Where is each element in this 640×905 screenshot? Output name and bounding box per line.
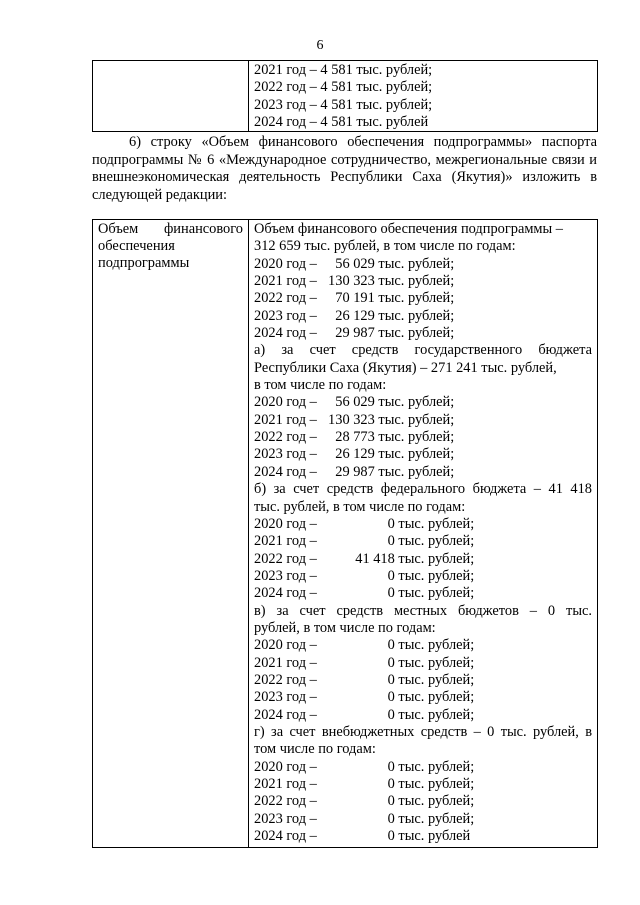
year-label: 2021 год – xyxy=(254,654,317,671)
year-funding-line xyxy=(254,707,592,724)
table-row xyxy=(93,220,598,848)
amount-value: 0 xyxy=(387,706,395,723)
top-table xyxy=(92,60,598,132)
section-a-heading: а) за счет средств государственного бюджета xyxy=(254,342,592,359)
unit-label: тыс. рублей; xyxy=(394,637,475,654)
amount-value: 0 xyxy=(387,637,395,654)
section-a-rows xyxy=(254,394,592,481)
section-b-heading: тыс. рублей, в том числе по годам: xyxy=(254,498,466,515)
unit-label: тыс. рублей; xyxy=(394,585,475,602)
year-funding-line xyxy=(254,308,592,325)
amount-value: 26 129 xyxy=(335,307,375,324)
amount-value: 29 987 xyxy=(335,463,375,480)
year-funding-line xyxy=(254,585,592,602)
funding-line: 2024 год – 4 581 тыс. рублей xyxy=(254,114,429,131)
year-label: 2021 год – xyxy=(254,411,317,428)
section-b-heading: б) за счет средств федерального бюджета – 41 418 xyxy=(254,481,592,498)
unit-label: тыс. рублей; xyxy=(374,325,455,342)
unit-label: тыс. рублей; xyxy=(374,290,455,307)
year-funding-line xyxy=(254,290,592,307)
year-label: 2021 год – xyxy=(254,273,317,290)
amount-value: 29 987 xyxy=(335,325,375,342)
amount-value: 0 xyxy=(387,515,395,532)
year-funding-line xyxy=(254,273,592,290)
amount-value: 0 xyxy=(387,567,395,584)
year-label: 2021 год – xyxy=(254,776,317,792)
section-b-rows xyxy=(254,516,592,603)
year-funding-line xyxy=(254,412,592,429)
amount-value: 0 xyxy=(387,828,395,845)
totals-block xyxy=(254,256,592,343)
unit-label: тыс. рублей; xyxy=(374,394,455,411)
unit-label: тыс. рублей; xyxy=(374,429,455,446)
amount-value: 0 xyxy=(387,776,395,792)
amount-value: 56 029 xyxy=(335,394,375,411)
year-funding-line xyxy=(254,446,592,463)
year-funding-line xyxy=(254,325,592,342)
year-funding-line xyxy=(254,689,592,706)
amount-value: 0 xyxy=(387,810,395,827)
year-label: 2021 год – xyxy=(254,533,317,550)
year-funding-line xyxy=(254,394,592,411)
year-label: 2023 год – xyxy=(254,810,317,827)
unit-label: тыс. рублей; xyxy=(374,463,455,480)
section-g-heading: том числе по годам: xyxy=(254,741,376,758)
table-content-cell xyxy=(249,220,598,848)
amount-value: 0 xyxy=(387,758,395,775)
year-label: 2024 год – xyxy=(254,585,317,602)
table-label-cell xyxy=(93,61,249,132)
year-funding-line xyxy=(254,811,592,828)
table-label-cell xyxy=(93,220,249,848)
unit-label: тыс. рублей; xyxy=(374,307,455,324)
year-label: 2023 год – xyxy=(254,567,317,584)
year-label: 2022 год – xyxy=(254,550,317,567)
year-funding-line xyxy=(254,828,592,845)
amount-value: 0 xyxy=(387,654,395,671)
year-funding-line xyxy=(254,464,592,481)
section-a-heading: Республики Саха (Якутия) – 271 241 тыс. рублей, xyxy=(254,359,557,376)
section-g-rows xyxy=(254,759,592,846)
intro-line: 312 659 тыс. рублей, в том числе по годам: xyxy=(254,238,516,255)
amount-value: 0 xyxy=(387,671,395,688)
year-label: 2024 год – xyxy=(254,706,317,723)
year-funding-line xyxy=(254,759,592,776)
year-label: 2022 год – xyxy=(254,290,317,307)
unit-label: тыс. рублей; xyxy=(394,550,475,567)
year-label: 2022 год – xyxy=(254,793,317,810)
year-funding-line xyxy=(254,568,592,585)
amendment-paragraph: 6) строку «Объем финансового обеспечения подпрограммы» паспорта подпрограммы № 6 «Международное сотрудничество, межрегиональные связи и внешнеэкономическая деятельность Республики Саха (Якутия)» изложить в следующей редакции: xyxy=(92,134,597,203)
year-funding-line xyxy=(254,256,592,273)
unit-label: тыс. рублей; xyxy=(394,689,475,706)
section-v-heading: в) за счет средств местных бюджетов – 0 тыс. xyxy=(254,602,592,619)
year-label: 2024 год – xyxy=(254,325,317,342)
main-table xyxy=(92,219,598,848)
funding-line: 2021 год – 4 581 тыс. рублей; xyxy=(254,62,433,78)
table-row xyxy=(93,61,598,132)
year-funding-line xyxy=(254,793,592,810)
year-funding-line xyxy=(254,672,592,689)
unit-label: тыс. рублей; xyxy=(394,671,475,688)
unit-label: тыс. рублей; xyxy=(394,776,475,792)
unit-label: тыс. рублей; xyxy=(374,255,455,272)
year-funding-line xyxy=(254,551,592,568)
unit-label: тыс. рублей; xyxy=(394,706,475,723)
amount-value: 130 323 xyxy=(328,411,375,428)
amount-value: 41 418 xyxy=(355,550,395,567)
year-label: 2024 год – xyxy=(254,828,317,845)
year-funding-line xyxy=(254,637,592,654)
unit-label: тыс. рублей; xyxy=(394,515,475,532)
year-funding-line xyxy=(254,776,592,793)
amount-value: 56 029 xyxy=(335,255,375,272)
unit-label: тыс. рублей; xyxy=(394,533,475,550)
amount-value: 130 323 xyxy=(328,273,375,290)
section-g-heading: г) за счет внебюджетных средств – 0 тыс. рублей, в xyxy=(254,723,592,740)
amount-value: 0 xyxy=(387,793,395,810)
year-funding-line xyxy=(254,516,592,533)
amount-value: 0 xyxy=(387,533,395,550)
amount-value: 26 129 xyxy=(335,446,375,463)
unit-label: тыс. рублей; xyxy=(374,411,455,428)
unit-label: тыс. рублей; xyxy=(374,273,455,290)
amount-value: 70 191 xyxy=(335,290,375,307)
row-label: Объем финансового обеспечения подпрограммы xyxy=(98,221,243,271)
year-label: 2022 год – xyxy=(254,429,317,446)
year-label: 2020 год – xyxy=(254,637,317,654)
section-a-heading: в том числе по годам: xyxy=(254,377,387,394)
unit-label: тыс. рублей; xyxy=(374,446,455,463)
year-label: 2020 год – xyxy=(254,515,317,532)
funding-line: 2023 год – 4 581 тыс. рублей; xyxy=(254,96,433,113)
year-label: 2020 год – xyxy=(254,394,317,411)
amount-value: 0 xyxy=(387,689,395,706)
unit-label: тыс. рублей; xyxy=(394,810,475,827)
section-v-rows xyxy=(254,637,592,724)
year-label: 2023 год – xyxy=(254,689,317,706)
unit-label: тыс. рублей; xyxy=(394,567,475,584)
year-label: 2023 год – xyxy=(254,307,317,324)
year-funding-line xyxy=(254,655,592,672)
unit-label: тыс. рублей; xyxy=(394,758,475,775)
year-label: 2020 год – xyxy=(254,255,317,272)
year-funding-line xyxy=(254,533,592,550)
amount-value: 28 773 xyxy=(335,429,375,446)
year-label: 2024 год – xyxy=(254,463,317,480)
table-content-cell xyxy=(249,61,598,132)
page-number: 6 xyxy=(316,38,324,53)
year-funding-line xyxy=(254,429,592,446)
year-label: 2023 год – xyxy=(254,446,317,463)
unit-label: тыс. рублей xyxy=(394,828,471,845)
section-v-heading: рублей, в том числе по годам: xyxy=(254,619,436,636)
intro-line: Объем финансового обеспечения подпрограммы – xyxy=(254,221,564,237)
amount-value: 0 xyxy=(387,585,395,602)
year-label: 2020 год – xyxy=(254,758,317,775)
funding-line: 2022 год – 4 581 тыс. рублей; xyxy=(254,79,433,96)
unit-label: тыс. рублей; xyxy=(394,793,475,810)
year-label: 2022 год – xyxy=(254,671,317,688)
unit-label: тыс. рублей; xyxy=(394,654,475,671)
